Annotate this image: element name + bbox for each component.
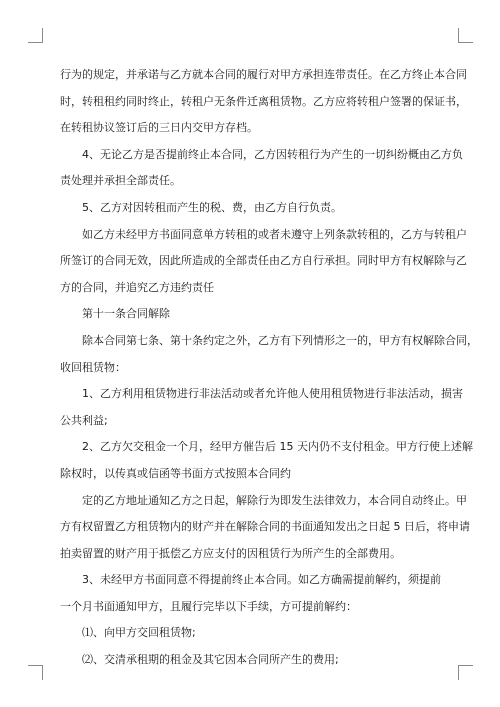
- document-body: [60, 62, 478, 674]
- text-line: 时，转租租约同时终止，转租户无条件迁离租赁物。乙方应将转租户签署的保证书，: [60, 94, 467, 108]
- crop-mark-top-right: [458, 28, 473, 43]
- text-line: 3、未经甲方书面同意不得提前终止本合同。如乙方确需提前解约，须提前: [82, 573, 441, 587]
- text-line: 4、无论乙方是否提前终止本合同，乙方因转租行为产生的一切纠纷概由乙方负: [82, 147, 463, 161]
- text-line: 行为的规定，并承诺与乙方就本合同的履行对甲方承担连带责任。在乙方终止本合同: [60, 68, 467, 81]
- text-line: 5、乙方对因转租而产生的税、费，由乙方自行负责。: [82, 200, 342, 214]
- text-line: ⑴、向甲方交回租赁物;: [82, 626, 196, 640]
- text-line: 方有权留置乙方租赁物内的财产并在解除合同的书面通知发出之日起 5 日后，将申请: [60, 520, 470, 534]
- text-line: 收回租赁物：: [60, 360, 126, 374]
- text-line: 定的乙方地址通知乙方之日起，解除行为即发生法律效力，本合同自动终止。甲: [82, 493, 467, 507]
- crop-mark-bottom-right: [458, 665, 473, 680]
- text-line: 公共利益;: [60, 413, 108, 427]
- text-line: 除本合同第七条、第十条约定之外，乙方有下列情形之一的，甲方有权解除合同，: [82, 333, 478, 347]
- text-line: ⑵、交清承租期的租金及其它因本合同所产生的费用;: [82, 653, 339, 667]
- text-line: 在转租协议签订后的三日内交甲方存档。: [60, 121, 258, 135]
- text-line: 拍卖留置的财产用于抵偿乙方应支付的因租赁行为所产生的全部费用。: [60, 546, 401, 560]
- text-line: 责处理并承担全部责任。: [60, 174, 181, 188]
- text-line: 所签订的合同无效，因此所造成的全部责任由乙方自行承担。同时甲方有权解除与乙: [60, 254, 467, 268]
- text-line: 方的合同，并追究乙方违约责任: [60, 280, 214, 294]
- text-line: 如乙方未经甲方书面同意单方转租的或者未遵守上列条款转租的，乙方与转租户: [82, 227, 467, 241]
- text-line: 一个月书面通知甲方，且履行完毕以下手续，方可提前解约：: [60, 599, 357, 613]
- text-line: 1、乙方利用租赁物进行非法活动或者允许他人使用租赁物进行非法活动，损害: [82, 387, 463, 401]
- section-heading: 第十一条合同解除: [82, 307, 170, 321]
- text-line: 除权时，以传真或信函等书面方式按照本合同约: [60, 466, 291, 480]
- crop-mark-bottom-left: [28, 665, 43, 680]
- text-line: 2、乙方欠交租金一个月，经甲方催告后 15 天内仍不支付租金。甲方行使上述解: [82, 440, 473, 454]
- crop-mark-top-left: [28, 28, 43, 43]
